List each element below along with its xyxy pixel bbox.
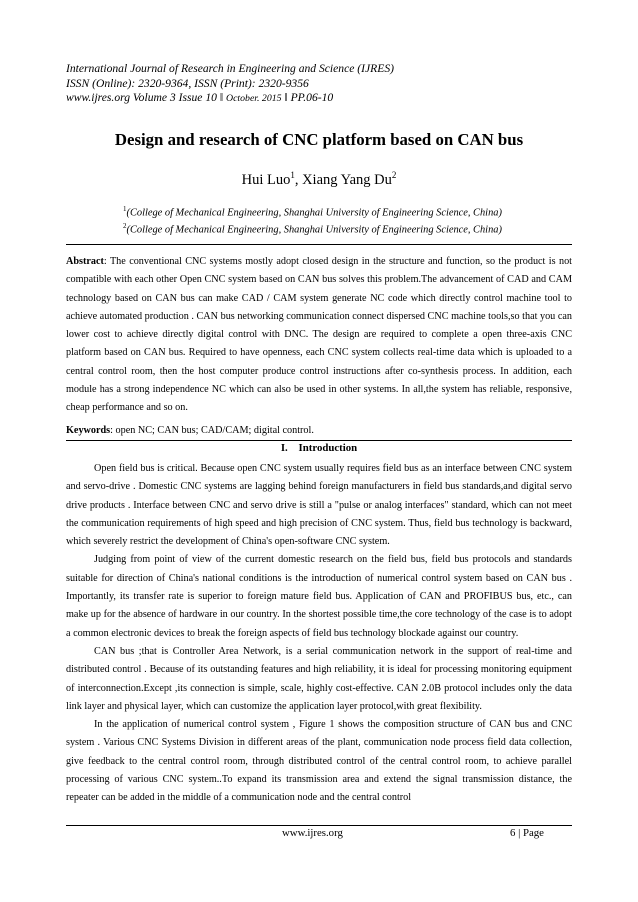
author-separator: , <box>294 171 303 188</box>
author-line <box>0 170 638 189</box>
page-range: PP.06-10 <box>290 91 334 104</box>
abstract-label: Abstract <box>66 256 104 267</box>
affiliation-superscript: 2 <box>123 222 127 230</box>
issue-month: October. 2015 <box>226 93 282 104</box>
affiliation <box>123 205 583 218</box>
body-text <box>66 460 572 808</box>
abstract-text: : The conventional CNC systems mostly adopt closed design in the structure and function, so the product is not compatible with each other Open CNC system based on CAN bus solves this problem.The advancement of CAD and CAM technology based on CAN bus can make CAD / CAM system generate NC code which directly control machine tool to achieve automated production . CAN bus networking communication connect dispersed CNC machine tools,so that you can lower cost to achieve directly digital control with DNC. The design are required to complete a open three-axis CNC platform based on CAN bus. Required to have openness, each CNC system collects real-time data which is uploaded to a central control room, then the host computer produce control instructions after co-synthesis process. In addition, each module has a strong independence NC which can also be used in other systems. In all,the system has reliable, responsive, cheap performance and so on. <box>66 256 572 414</box>
paragraph: In the application of numerical control system , Figure 1 shows the composition structure of CAN bus and CNC system . Various CNC Systems Division in different areas of the plant, communication node process field data collection, give feedback to the central control room, through distributed control of the central control room, to achieve parallel processing of various CNC system..To expand its transmission area and extend the signal transmission distance, the repeater can be added in the middle of a communication node and the central control <box>66 719 572 804</box>
affiliation-text: (College of Mechanical Engineering, Shanghai University of Engineering Science, China) <box>126 207 502 219</box>
author-superscript: 1 <box>290 170 295 180</box>
author-name: Xiang Yang Du <box>302 171 392 188</box>
keywords <box>66 424 572 438</box>
footer-url: www.ijres.org <box>282 827 343 839</box>
paragraph: Judging from point of view of the current domestic research on the field bus, field bus protocols and standards suitable for direction of China's national conditions is the introduction of numerical control system based on CAN bus . Importantly, its transfer rate is superior to foreign mature field bus. Application of CAN and PROFIBUS bus, etc., can make up for the absence of hardware in our country. In the shortest possible time,the core technology of the case is to adopt a common electronic devices to break the foreign aspects of field bus technology blockade against our country. <box>66 554 572 639</box>
affiliation-superscript: 1 <box>123 205 127 213</box>
divider-rule <box>66 244 572 245</box>
paper-title: Design and research of CNC platform based on CAN bus <box>114 130 524 149</box>
footer-rule <box>66 825 572 826</box>
issue-number: 10 <box>205 91 217 104</box>
separator: ǁ <box>281 91 291 104</box>
section-title: Introduction <box>298 442 358 454</box>
paragraph: CAN bus ;that is Controller Area Network, is a serial communication network in the support of real-time and distributed control . Because of its outstanding features and high reliability, it is ideal for processing monitoring equipment of interconnection.Except ,its connection is simple, scale, highly cost-effective. CAN 2.0B protocol includes only the data link layer and physical layer, which can customize the application layer protocol,with great flexibility. <box>66 645 572 712</box>
keywords-text: : open NC; CAN bus; CAD/CAM; digital control. <box>110 425 314 436</box>
volume-prefix: www.ijres.org Volume 3 Issue <box>66 91 206 104</box>
paragraph: Open field bus is critical. Because open CNC system usually requires field bus as an interface between CNC system and servo-drive . Domestic CNC systems are lagging behind foreign manufacturers in field bus standards,and digital servo drive products . Interface between CNC and servo drive is still a "pulse or analog interfaces" standard, which can not meet the communication requirements of high speed and high precision of CNC system. Thus, field bus technology is backward, which severely restrict the development of China's open-software CNC system. <box>66 463 572 548</box>
volume-line <box>66 91 586 107</box>
keywords-label: Keywords <box>66 425 111 436</box>
section-heading <box>66 442 572 454</box>
page-number: 6 | Page <box>510 827 544 839</box>
journal-header <box>66 62 586 107</box>
journal-name: International Journal of Research in Engineering and Science (IJRES) <box>66 62 394 75</box>
author-superscript: 2 <box>391 170 397 180</box>
affiliation <box>123 222 583 235</box>
author-name: Hui Luo <box>241 171 291 188</box>
abstract <box>66 253 572 418</box>
separator: ǁ <box>216 91 226 104</box>
section-number: I. <box>280 442 288 454</box>
issn-line: ISSN (Online): 2320-9364, ISSN (Print): 2320-9356 <box>66 76 309 90</box>
affiliation-text: (College of Mechanical Engineering, Shanghai University of Engineering Science, China) <box>126 224 502 236</box>
divider-rule <box>66 440 572 441</box>
